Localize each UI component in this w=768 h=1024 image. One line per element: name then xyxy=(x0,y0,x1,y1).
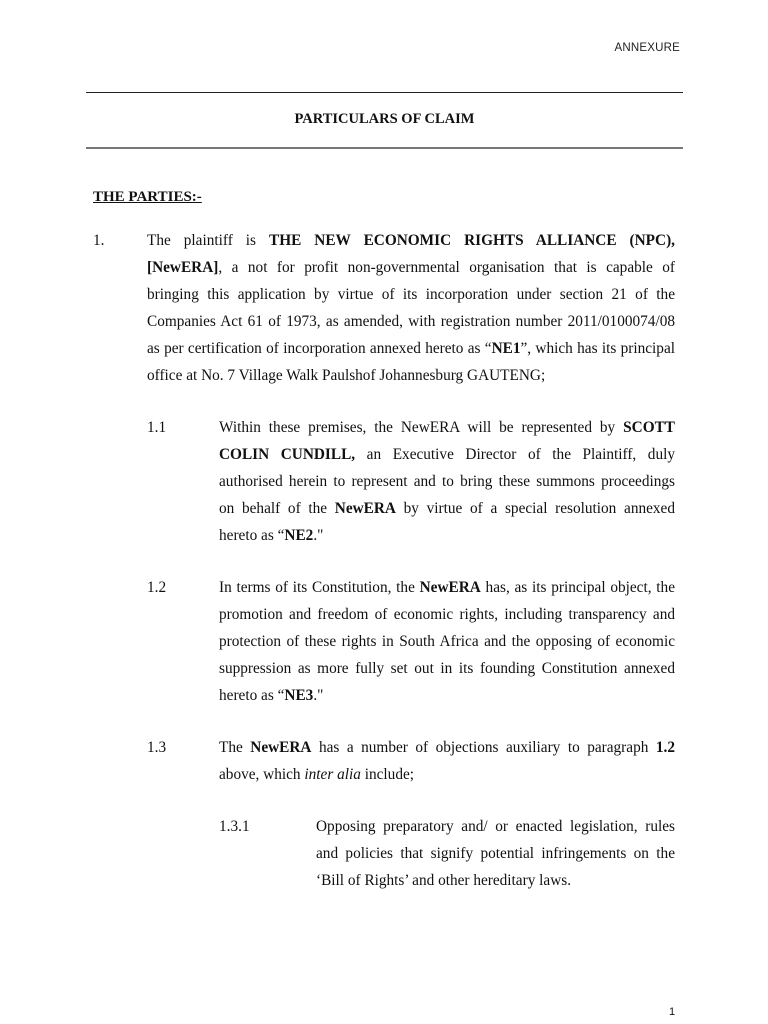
top-divider xyxy=(86,92,683,93)
text-run: ." xyxy=(313,527,324,544)
paragraph-1-3 xyxy=(0,734,768,788)
paragraph-1-2 xyxy=(0,574,768,709)
text-run: Opposing preparatory and/ or enacted legislation, rules xyxy=(316,818,675,835)
text-line xyxy=(219,441,675,468)
text-run: authorised herein to represent and to bring these summons proceedings xyxy=(219,473,675,490)
text-run: by virtue of a special resolution annexed xyxy=(395,500,675,517)
text-run: has, as its principal object, the xyxy=(480,579,675,596)
section-heading: THE PARTIES:- xyxy=(93,189,202,205)
paragraph-number: 1.1 xyxy=(147,419,167,436)
text-line xyxy=(219,495,675,522)
text-line xyxy=(316,867,675,894)
text-run: hereto as “ xyxy=(219,527,285,544)
bold-text: NewERA xyxy=(419,579,481,596)
text-run: as per certification of incorporation annexed hereto as “ xyxy=(147,340,492,357)
text-run: , a not for profit non-governmental organisation that is capable of xyxy=(218,259,675,276)
text-line xyxy=(219,468,675,495)
text-line xyxy=(219,574,675,601)
paragraph-1-3-1 xyxy=(0,813,768,894)
paragraph-text xyxy=(219,574,675,709)
text-line xyxy=(316,813,675,840)
text-line xyxy=(219,414,675,441)
text-line xyxy=(219,601,675,628)
text-run: The plaintiff is xyxy=(147,232,269,249)
text-line xyxy=(219,734,675,761)
text-run: promotion and freedom of economic rights, including transparency and xyxy=(219,606,675,623)
text-run: office at No. 7 Village Walk Paulshof Johannesburg GAUTENG; xyxy=(147,367,546,384)
text-line xyxy=(147,281,675,308)
bold-text: SCOTT xyxy=(623,419,675,436)
text-line xyxy=(147,308,675,335)
bold-text: 1.2 xyxy=(655,739,675,756)
text-line xyxy=(147,362,675,389)
paragraph-text xyxy=(219,414,675,549)
text-run: bringing this application by virtue of its incorporation under section 21 of the xyxy=(147,286,675,303)
bold-text: THE NEW ECONOMIC RIGHTS ALLIANCE (NPC), xyxy=(269,232,675,249)
text-run: ”, which has its principal xyxy=(520,340,675,357)
text-run: protection of these rights in South Africa and the opposing of economic xyxy=(219,633,675,650)
text-run: on behalf of the xyxy=(219,500,335,517)
text-line xyxy=(219,628,675,655)
text-run: ‘Bill of Rights’ and other hereditary laws. xyxy=(316,872,572,889)
text-line xyxy=(219,761,675,788)
bold-text: COLIN CUNDILL, xyxy=(219,446,356,463)
paragraph-1-1 xyxy=(0,414,768,549)
paragraph-number: 1.3.1 xyxy=(219,818,250,835)
text-run: ." xyxy=(313,687,324,704)
text-line xyxy=(316,840,675,867)
paragraph-number: 1.3 xyxy=(147,739,167,756)
paragraph-text xyxy=(219,734,675,788)
text-run: The xyxy=(219,739,251,756)
text-run: suppression as more fully set out in its founding Constitution annexed xyxy=(219,660,675,677)
text-line xyxy=(219,655,675,682)
text-line xyxy=(147,227,675,254)
bold-text: NE1 xyxy=(491,340,521,357)
text-run: Companies Act 61 of 1973, as amended, with registration number 2011/0100074/08 xyxy=(147,313,675,330)
text-run: an Executive Director of the Plaintiff, duly xyxy=(355,446,676,463)
text-run: hereto as “ xyxy=(219,687,285,704)
bold-text: NewERA xyxy=(334,500,396,517)
paragraph-number: 1. xyxy=(93,232,105,249)
text-line xyxy=(219,522,675,549)
bold-text: NewERA xyxy=(250,739,312,756)
title-divider xyxy=(86,147,683,149)
bold-text: NE2 xyxy=(284,527,314,544)
text-run: has a number of objections auxiliary to paragraph xyxy=(311,739,656,756)
page-number: 1 xyxy=(669,1006,676,1018)
text-line xyxy=(147,335,675,362)
paragraph-text xyxy=(147,227,675,389)
paragraph-text xyxy=(316,813,675,894)
text-line xyxy=(219,682,675,709)
text-run: Within these premises, the NewERA will be represented by xyxy=(219,419,624,436)
document-body xyxy=(0,227,768,919)
document-title: PARTICULARS OF CLAIM xyxy=(294,111,475,127)
text-run: In terms of its Constitution, the xyxy=(219,579,420,596)
annexure-label: ANNEXURE xyxy=(614,42,680,54)
text-run: include; xyxy=(360,766,415,783)
bold-text: [NewERA] xyxy=(147,259,219,276)
paragraph-1 xyxy=(0,227,768,389)
italic-text: inter alia xyxy=(304,766,361,783)
text-run: and policies that signify potential infringements on the xyxy=(316,845,675,862)
text-line xyxy=(147,254,675,281)
bold-text: NE3 xyxy=(284,687,314,704)
text-run: above, which xyxy=(219,766,305,783)
paragraph-number: 1.2 xyxy=(147,579,167,596)
